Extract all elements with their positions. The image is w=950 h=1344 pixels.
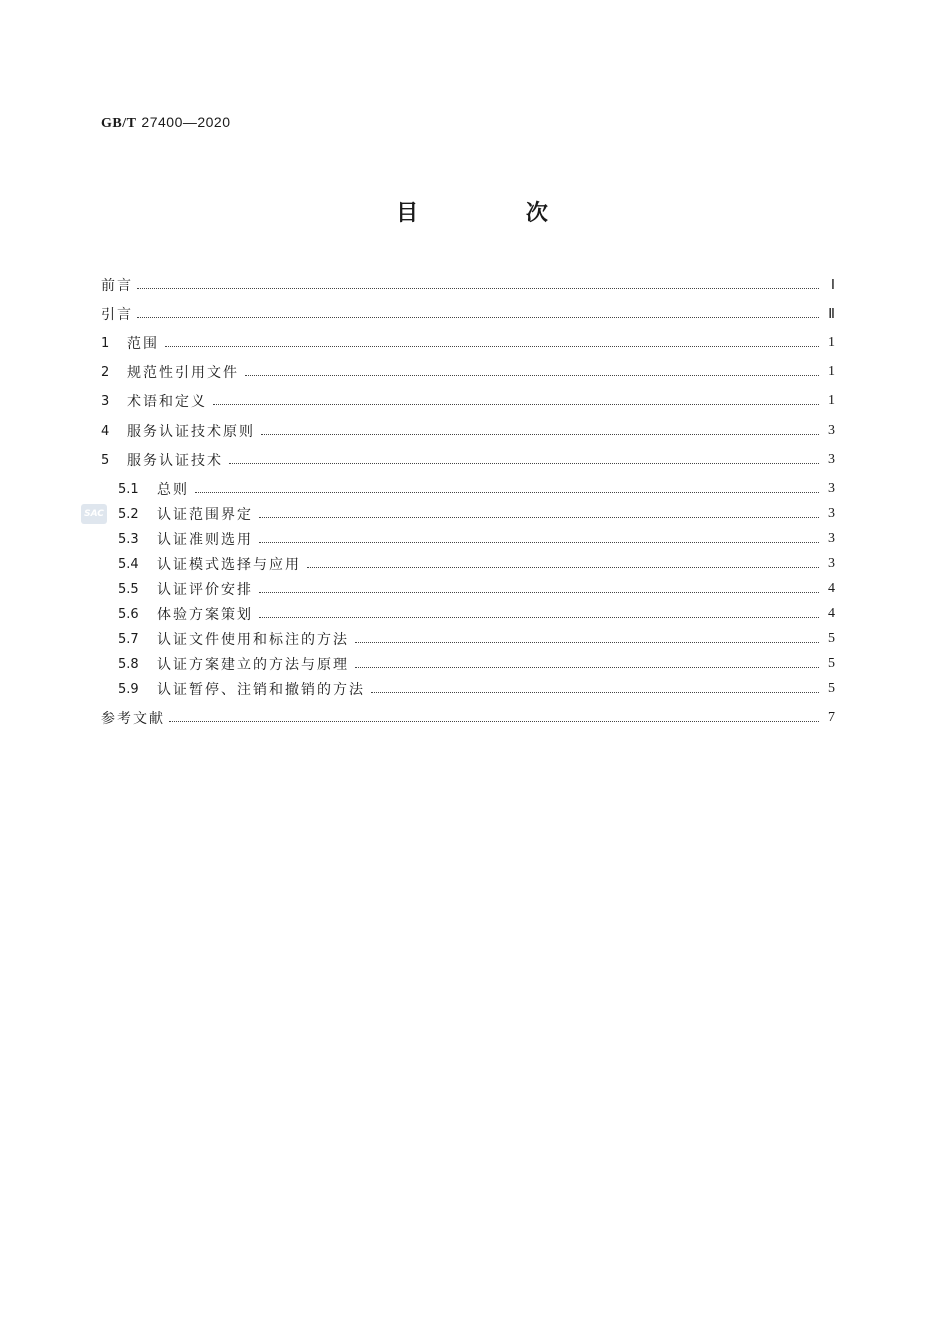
- toc-entry-page: 5: [828, 656, 835, 671]
- toc-entry-number: 5.9: [118, 681, 139, 697]
- toc-entry-introduction[interactable]: [101, 304, 835, 324]
- toc-entry-5-7[interactable]: [118, 629, 835, 649]
- toc-entry-page: 3: [828, 556, 835, 571]
- toc-entry-5-9[interactable]: [118, 679, 835, 699]
- toc-entry-5[interactable]: [101, 450, 835, 470]
- toc-entry-page: 1: [828, 364, 835, 379]
- toc-leader-dots: [195, 492, 819, 493]
- toc-leader-dots: [259, 542, 819, 543]
- toc-entry-page: 3: [828, 506, 835, 521]
- toc-entry-label: 认证文件使用和标注的方法: [157, 632, 349, 648]
- toc-leader-dots: [355, 642, 819, 643]
- toc-entry-number: 5.2: [118, 506, 139, 522]
- toc-leader-dots: [245, 375, 819, 376]
- toc-leader-dots: [165, 346, 819, 347]
- toc-entry-page: 1: [828, 335, 835, 350]
- toc-entry-page: 3: [828, 481, 835, 496]
- toc-entry-number: 5.1: [118, 481, 139, 497]
- toc-leader-dots: [259, 617, 819, 618]
- toc-entry-page: 3: [828, 423, 835, 438]
- page-title: 目 次: [396, 201, 598, 226]
- toc-entry-number: 5: [101, 452, 110, 468]
- toc-entry-label: 参考文献: [101, 711, 165, 727]
- toc-entry-label: 认证评价安排: [157, 582, 253, 598]
- toc-entry-number: 3: [101, 393, 110, 409]
- toc-leader-dots: [169, 721, 819, 722]
- toc-entry-number: 5.5: [118, 581, 139, 597]
- toc-entry-label: 服务认证技术: [127, 453, 223, 469]
- toc-entry-label: 服务认证技术原则: [127, 424, 255, 440]
- toc-entry-preface[interactable]: [101, 275, 835, 295]
- toc-entry-5-1[interactable]: [118, 479, 835, 499]
- toc-entry-bibliography[interactable]: [101, 708, 835, 728]
- toc-entry-number: 5.4: [118, 556, 139, 572]
- toc-leader-dots: [137, 317, 819, 318]
- toc-entry-label: 范围: [127, 336, 159, 352]
- toc-entry-page: Ⅰ: [830, 277, 835, 293]
- toc-entry-number: 5.6: [118, 606, 139, 622]
- toc-entry-page: 5: [828, 681, 835, 696]
- toc-entry-page: Ⅱ: [828, 306, 835, 322]
- toc-entry-5-3[interactable]: [118, 529, 835, 549]
- toc-entry-page: 4: [828, 606, 835, 621]
- toc-entry-page: 4: [828, 581, 835, 596]
- toc-entry-4[interactable]: [101, 421, 835, 441]
- toc-entry-number: 5.7: [118, 631, 139, 647]
- toc-entry-label: 引言: [101, 307, 133, 323]
- toc-entry-5-4[interactable]: [118, 554, 835, 574]
- toc-entry-number: 5.8: [118, 656, 139, 672]
- toc-entry-label: 前言: [101, 278, 133, 294]
- toc-entry-5-8[interactable]: [118, 654, 835, 674]
- toc-leader-dots: [259, 592, 819, 593]
- toc-leader-dots: [307, 567, 819, 568]
- toc-entry-number: 1: [101, 335, 110, 351]
- toc-entry-5-2[interactable]: [118, 504, 835, 524]
- toc-entry-label: 体验方案策划: [157, 607, 253, 623]
- toc-entry-label: 认证准则选用: [157, 532, 253, 548]
- toc-entry-number: 2: [101, 364, 110, 380]
- toc-entry-5-5[interactable]: [118, 579, 835, 599]
- toc-leader-dots: [261, 434, 819, 435]
- code-prefix: GB/T: [101, 116, 137, 131]
- toc-entry-page: 3: [828, 452, 835, 467]
- toc-entry-1[interactable]: [101, 333, 835, 353]
- toc-leader-dots: [355, 667, 819, 668]
- toc-entry-number: 5.3: [118, 531, 139, 547]
- toc-entry-3[interactable]: [101, 391, 835, 411]
- toc-entry-2[interactable]: [101, 362, 835, 382]
- toc-leader-dots: [213, 404, 819, 405]
- toc-leader-dots: [371, 692, 819, 693]
- toc-leader-dots: [259, 517, 819, 518]
- toc-entry-page: 7: [828, 710, 835, 725]
- toc-entry-label: 总则: [157, 482, 189, 498]
- toc-entry-5-6[interactable]: [118, 604, 835, 624]
- toc-entry-page: 5: [828, 631, 835, 646]
- sac-watermark-logo: SAC: [81, 504, 107, 524]
- toc-entry-label: 认证范围界定: [157, 507, 253, 523]
- toc-leader-dots: [137, 288, 819, 289]
- toc-entry-label: 规范性引用文件: [127, 365, 239, 381]
- toc-entry-number: 4: [101, 423, 110, 439]
- toc-entry-label: 术语和定义: [127, 394, 207, 410]
- document-code: [101, 114, 231, 132]
- toc-entry-label: 认证暂停、注销和撤销的方法: [157, 682, 365, 698]
- toc-entry-page: 3: [828, 531, 835, 546]
- code-number: 27400—2020: [141, 114, 231, 130]
- toc-entry-page: 1: [828, 393, 835, 408]
- toc-entry-label: 认证模式选择与应用: [157, 557, 301, 573]
- toc-entry-label: 认证方案建立的方法与原理: [157, 657, 349, 673]
- toc-leader-dots: [229, 463, 819, 464]
